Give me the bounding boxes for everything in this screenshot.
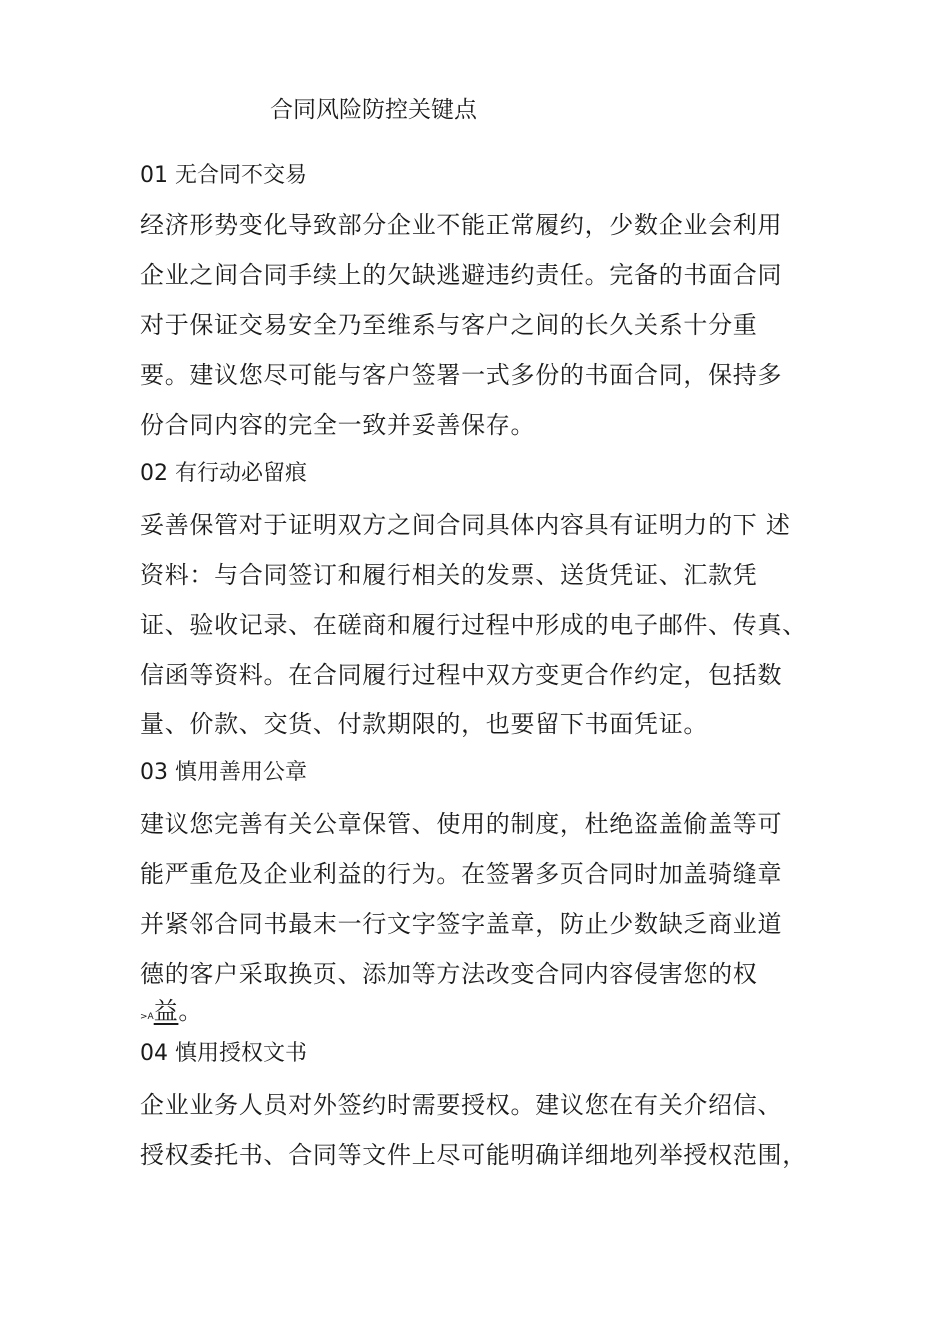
section-02-line: 证、验收记录、在磋商和履行过程中形成的电子邮件、传真、 (140, 611, 807, 639)
section-04-line: 企业业务人员对外签约时需要授权。建议您在有关介绍信、 (140, 1091, 783, 1119)
section-01-line: 对于保证交易安全乃至维系与客户之间的长久关系十分重 (140, 311, 758, 339)
section-03-line: 建议您完善有关公章保管、使用的制度，杜绝盗盖偷盖等可 (140, 810, 783, 838)
section-03-line: 能严重危及企业利益的行为。在签署多页合同时加盖骑缝章 (140, 860, 783, 888)
section-heading-03: 03 慎用善用公章 (140, 760, 307, 785)
section-03-last-line (140, 994, 830, 1034)
line-tail: 。 (178, 997, 204, 1025)
document-title: 合同风险防控关键点 (270, 97, 477, 123)
section-01-line: 经济形势变化导致部分企业不能正常履约，少数企业会利用 (140, 211, 783, 239)
section-03-line: 德的客户采取换页、添加等方法改变合同内容侵害您的权 (140, 960, 758, 988)
section-02-line: 信函等资料。在合同履行过程中双方变更合作约定，包括数 (140, 661, 783, 689)
section-02-line: 量、价款、交货、付款期限的，也要留下书面凭证。 (140, 710, 709, 738)
section-04-line: 授权委托书、合同等文件上尽可能明确详细地列举授权范围， (140, 1141, 807, 1169)
ocr-artifact-mark: >A (140, 1012, 154, 1022)
section-01-line: 份合同内容的完全一致并妥善保存。 (140, 411, 536, 439)
section-heading-01: 01 无合同不交易 (140, 163, 307, 188)
section-02-line: 妥善保管对于证明双方之间合同具体内容具有证明力的下 述 (140, 511, 791, 539)
section-heading-02: 02 有行动必留痕 (140, 461, 307, 486)
section-01-line: 要。建议您尽可能与客户签署一式多份的书面合同，保持多 (140, 361, 783, 389)
section-01-line: 企业之间合同手续上的欠缺逃避违约责任。完备的书面合同 (140, 261, 783, 289)
section-heading-04: 04 慎用授权文书 (140, 1041, 307, 1066)
section-02-line: 资料：与合同签订和履行相关的发票、送货凭证、汇款凭 (140, 561, 758, 589)
underlined-character: 益 (153, 997, 179, 1025)
section-03-line: 并紧邻合同书最末一行文字签字盖章，防止少数缺乏商业道 (140, 910, 783, 938)
